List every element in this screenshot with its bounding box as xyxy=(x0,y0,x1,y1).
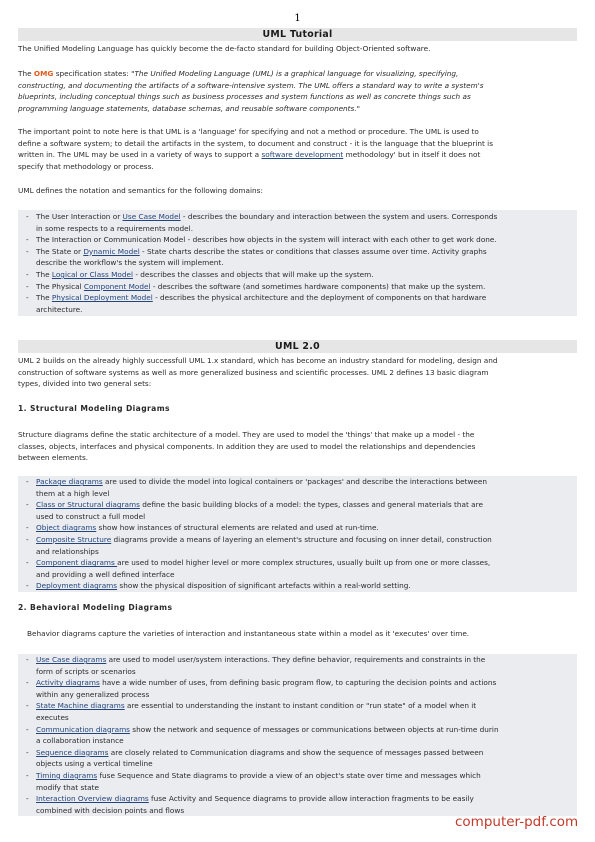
item-text: in some respects to a requirements model. xyxy=(36,223,194,233)
item-text: combined with decision points and flows xyxy=(36,805,185,815)
text-line: types, divided into two general sets: xyxy=(18,379,152,389)
class-model-link[interactable]: Logical or Class Model xyxy=(51,269,134,279)
item-text: - describes the classes and objects that will make up the system. xyxy=(133,269,374,279)
list-item: - Composite Structure diagrams provide a means of layering an element's structure and focusing on inner detail, construction and relationships xyxy=(18,534,577,557)
item-text: describe the workflow's the system will implement. xyxy=(36,258,224,268)
text-line: specify that methodology or process. xyxy=(18,161,154,171)
quote-line: blueprints, including conceptual things such as business processes and system functions as well as concrete things such as xyxy=(18,92,471,102)
point-paragraph xyxy=(18,126,580,172)
item-text: are used to model user/system interactions. They define behavior, requirements and constraints in the xyxy=(106,655,486,664)
item-text: architecture. xyxy=(36,304,83,314)
list-item: - Package diagrams are used to divide the model into logical containers or 'packages' and describe the interactions between them at a high level xyxy=(18,476,577,499)
list-item: - Interaction Overview diagrams fuse Activity and Sequence diagrams to provide allow interaction fragments to be easily combined with decision points and flows xyxy=(18,793,577,816)
text-line: The important point to note here is that UML is a 'language' for specifying and not a method or procedure. The UML is used to xyxy=(18,127,479,136)
omg-paragraph xyxy=(18,68,580,114)
omg-mid: specification states: xyxy=(53,69,132,78)
text-line: written in. The UML may be used in a variety of ways to support a xyxy=(18,150,262,160)
item-text: - describes the physical architecture and the deployment of components on that hardware xyxy=(152,293,487,303)
use-case-model-link[interactable]: Use Case Model xyxy=(122,212,181,221)
sequence-diagrams-link[interactable]: Sequence diagrams xyxy=(36,747,109,757)
list-item: - Activity diagrams have a wide number of uses, from defining basic program flow, to capturing the decision points and actions within any generalized process xyxy=(18,677,577,700)
item-text: are closely related to Communication diagrams and show the sequence of messages passed between xyxy=(108,747,484,757)
item-text: The Interaction or Communication Model - describes how objects in the system will interact with each other to get work done. xyxy=(36,235,497,245)
item-text: have a wide number of uses, from defining basic program flow, to capturing the decision points and actions xyxy=(99,678,497,688)
item-text: show the physical disposition of significant artefacts within a real-world setting. xyxy=(117,581,411,591)
use-case-diagrams-link[interactable]: Use Case diagrams xyxy=(36,655,107,664)
structural-heading: 1. Structural Modeling Diagrams xyxy=(18,404,170,413)
activity-diagrams-link[interactable]: Activity diagrams xyxy=(36,678,100,688)
item-text: - describes the software (and sometimes hardware components) that make up the system. xyxy=(150,281,486,291)
item-text: modify that state xyxy=(36,782,99,792)
item-text: The Physical xyxy=(36,281,84,291)
item-text: show how instances of structural elements are related and used at run-time. xyxy=(96,523,379,533)
item-text: executes xyxy=(36,712,69,722)
item-text: objects using a vertical timeline xyxy=(36,759,153,769)
interaction-overview-diagrams-link[interactable]: Interaction Overview diagrams xyxy=(36,794,149,804)
list-item: - The State or Dynamic Model - State charts describe the states or conditions that classes assume over time. Activity graphs describe the workflow's the system will implement. xyxy=(18,246,577,269)
list-item: - The Physical Component Model - describes the software (and sometimes hardware components) that make up the system. xyxy=(26,281,486,291)
page-number: 1 xyxy=(294,13,301,24)
item-text: form of scripts or scenarios xyxy=(36,666,136,676)
item-text: The xyxy=(36,269,52,279)
text-line: between elements. xyxy=(18,453,89,463)
text-line: classes, objects, interfaces and physical components. In addition they are used to model the relationships and dependencies xyxy=(18,441,476,451)
item-text: show the network and sequence of messages or communications between objects at run-time durin xyxy=(129,724,499,734)
software-development-link[interactable]: software development xyxy=(261,150,344,160)
list-item: - The User Interaction or Use Case Model - describes the boundary and interaction between the system and users. Corresponds in some respects to a requirements model. xyxy=(18,211,577,234)
item-text: The State or xyxy=(36,246,84,256)
item-text: fuse Activity and Sequence diagrams to provide allow interaction fragments to be easily xyxy=(148,794,474,804)
component-diagrams-link[interactable]: Component diagrams xyxy=(36,558,118,568)
uml2-paragraph xyxy=(18,355,580,390)
item-text: are used to model higher level or more complex structures, usually built up from one or more classes, xyxy=(117,558,491,568)
list-item: - Class or Structural diagrams define the basic building blocks of a model: the types, classes and general materials that are used to construct a full model xyxy=(18,499,577,522)
text-line: methodology' but in itself it does not xyxy=(343,150,481,160)
list-item: - State Machine diagrams are essential to understanding the instant to instant condition or "run state" of a model when it executes xyxy=(18,700,577,723)
list-item: - Component diagrams are used to model higher level or more complex structures, usually built up from one or more classes, and providing a well defined interface xyxy=(18,557,577,580)
omg-pre: The xyxy=(18,69,34,78)
quote-line: constructing, and documenting the artifacts of a software-intensive system. The UML offers a standard way to write a system's xyxy=(18,80,484,90)
list-item: - The Interaction or Communication Model - describes how objects in the system will interact with each other to get work done. xyxy=(18,234,577,246)
composite-structure-link[interactable]: Composite Structure xyxy=(36,534,112,544)
omg-link[interactable]: OMG xyxy=(33,69,54,78)
deployment-diagrams-link[interactable]: Deployment diagrams xyxy=(36,581,118,591)
list-item: - Sequence diagrams are closely related to Communication diagrams and show the sequence of messages passed between objects using a vertical timeline xyxy=(18,747,577,770)
timing-diagrams-link[interactable]: Timing diagrams xyxy=(36,770,98,780)
item-text: and providing a well defined interface xyxy=(36,569,175,579)
component-model-link[interactable]: Component Model xyxy=(83,281,151,291)
item-text: The User Interaction or xyxy=(36,212,123,221)
state-machine-diagrams-link[interactable]: State Machine diagrams xyxy=(36,701,125,711)
structural-paragraph xyxy=(18,429,580,464)
list-item: - Timing diagrams fuse Sequence and State diagrams to provide a view of an object's state over time and messages which modify that state xyxy=(18,770,577,793)
item-text: a collaboration instance xyxy=(36,736,124,746)
behavioral-paragraph: Behavior diagrams capture the varieties of interaction and instantaneous state within a model as it 'executes' over time. xyxy=(27,629,470,638)
watermark: computer-pdf.com xyxy=(455,814,579,830)
list-item: - Deployment diagrams show the physical disposition of significant artefacts within a real-world setting. xyxy=(26,581,411,591)
domains-intro: UML defines the notation and semantics for the following domains: xyxy=(18,186,263,195)
behavioral-list xyxy=(18,654,577,816)
item-text: diagrams provide a means of layering an element's structure and focusing on inner detail, construction xyxy=(111,534,492,544)
item-text: within any generalized process xyxy=(36,689,150,699)
structural-list xyxy=(18,476,577,592)
behavioral-heading: 2. Behavioral Modeling Diagrams xyxy=(18,603,173,612)
text-line: define a software system; to detail the artifacts in the system, to document and construct - it is the language that the blueprint is xyxy=(18,138,494,148)
item-text: fuse Sequence and State diagrams to provide a view of an object's state over time and messages which xyxy=(97,770,481,780)
quote-line: "The Unified Modeling Language (UML) is a graphical language for visualizing, specifying, xyxy=(131,69,459,78)
item-text: them at a high level xyxy=(36,488,110,498)
item-text: are used to divide the model into logical containers or 'packages' and describe the interactions between xyxy=(102,477,488,486)
intro-paragraph: The Unified Modeling Language has quickly become the de-facto standard for building Object-Oriented software. xyxy=(18,44,431,53)
item-text: - State charts describe the states or conditions that classes assume over time. Activity graphs xyxy=(139,246,487,256)
page-title: UML Tutorial xyxy=(18,28,577,41)
text-line: UML 2 builds on the already highly successfull UML 1.x standard, which has become an industry standard for modeling, design and xyxy=(18,356,498,365)
list-item: - Object diagrams show how instances of structural elements are related and used at run-time. xyxy=(26,523,379,533)
item-text: The xyxy=(36,293,52,303)
dynamic-model-link[interactable]: Dynamic Model xyxy=(83,246,140,256)
text-line: construction of software systems as well as more generalized business and scientific processes. UML 2 defines 13 basic diagram xyxy=(18,367,489,377)
item-text: - describes the boundary and interaction between the system and users. Corresponds xyxy=(180,212,498,221)
list-item: - The Physical Deployment Model - describes the physical architecture and the deployment of components on that hardware architecture. xyxy=(18,292,577,315)
text-line: Structure diagrams define the static architecture of a model. They are used to model the 'things' that make up a model - the xyxy=(18,430,475,439)
package-diagrams-link[interactable]: Package diagrams xyxy=(36,477,103,486)
item-text: define the basic building blocks of a model: the types, classes and general materials that are xyxy=(139,500,483,510)
list-item: - Communication diagrams show the network and sequence of messages or communications between objects at run-time durin a collaboration instance xyxy=(18,724,577,747)
uml2-title: UML 2.0 xyxy=(18,340,577,353)
communication-diagrams-link[interactable]: Communication diagrams xyxy=(36,724,130,734)
list-item: - The Logical or Class Model - describes the classes and objects that will make up the system. xyxy=(26,269,374,279)
quote-line: programming language statements, database schemas, and reusable software components." xyxy=(18,103,361,113)
item-text: are essential to understanding the instant to instant condition or "run state" of a model when it xyxy=(124,701,477,711)
item-text: and relationships xyxy=(36,546,99,556)
list-item: - Use Case diagrams are used to model user/system interactions. They define behavior, requirements and constraints in the form of scripts or scenarios xyxy=(18,654,577,677)
class-diagrams-link[interactable]: Class or Structural diagrams xyxy=(36,500,140,510)
object-diagrams-link[interactable]: Object diagrams xyxy=(36,523,97,533)
item-text: used to construct a full model xyxy=(36,511,146,521)
deployment-model-link[interactable]: Physical Deployment Model xyxy=(51,293,153,303)
domains-list xyxy=(18,210,577,316)
